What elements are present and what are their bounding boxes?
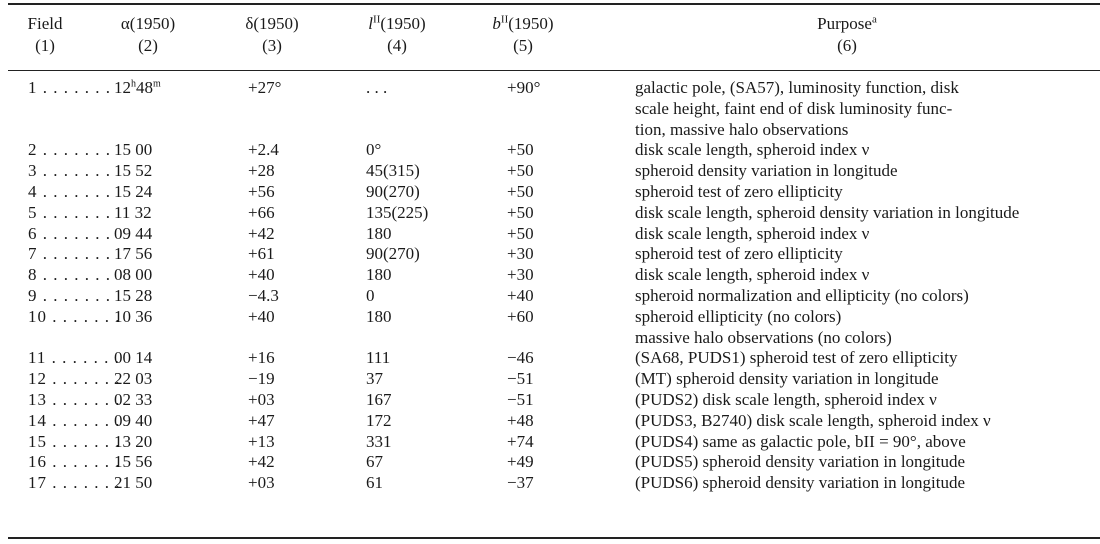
field-cell: 16 . . . . . . . — [28, 452, 121, 472]
header-l-num: (4) — [387, 36, 407, 55]
field-cell: 4 . . . . . . . — [28, 181, 111, 201]
field-cell: 9 . . . . . . . — [28, 285, 111, 305]
ra-cell: 10 36 — [114, 306, 153, 326]
galactic-longitude-cell: 90(270) — [366, 244, 420, 264]
ra-cell: 15 24 — [114, 181, 153, 201]
ra-cell: 13 20 — [114, 431, 153, 451]
header-b-base: b — [492, 14, 501, 33]
galactic-latitude-cell: −37 — [507, 473, 534, 493]
table-row — [0, 432, 1100, 453]
ra-cell: 09 44 — [114, 223, 153, 243]
field-cell: 12 . . . . . . . — [28, 369, 121, 389]
galactic-longitude-cell: 167 — [366, 389, 392, 409]
galactic-longitude-cell: . . . — [366, 78, 388, 97]
field-cell: 15 . . . . . . . — [28, 431, 121, 451]
purpose-cell — [635, 432, 1100, 453]
table-row — [0, 224, 1100, 245]
dec-cell: +40 — [248, 306, 275, 326]
dec-cell: +28 — [248, 161, 275, 181]
galactic-latitude-cell: +49 — [507, 452, 534, 472]
table-row — [0, 411, 1100, 432]
dec-cell: +27° — [248, 78, 282, 97]
purpose-cell — [635, 265, 1100, 286]
field-cell: 10 . . . . . . . — [28, 306, 121, 326]
header-l — [352, 13, 442, 57]
header-purpose-text: Purpose — [817, 14, 872, 33]
galactic-longitude-cell: 180 — [366, 306, 392, 326]
purpose-line: (MT) spheroid density variation in longitude — [635, 369, 939, 389]
galactic-longitude-cell: 180 — [366, 223, 392, 243]
header-l-label — [368, 14, 425, 33]
purpose-line: (PUDS3, B2740) disk scale length, spheroid index ν — [635, 410, 991, 430]
field-cell: 7 . . . . . . . — [28, 244, 111, 264]
ra-cell: 15 56 — [114, 452, 153, 472]
purpose-cell — [635, 473, 1100, 494]
galactic-longitude-cell: 67 — [366, 452, 383, 472]
galactic-longitude-cell: 331 — [366, 431, 392, 451]
purpose-line: disk scale length, spheroid density variation in longitude — [635, 202, 1020, 222]
galactic-latitude-cell: +30 — [507, 244, 534, 264]
dec-cell: +03 — [248, 389, 275, 409]
header-b-num: (5) — [513, 36, 533, 55]
table-row — [0, 140, 1100, 161]
header-b-label — [492, 14, 553, 33]
galactic-longitude-cell: 0° — [366, 140, 382, 160]
header-field-num: (1) — [35, 36, 55, 55]
galactic-longitude-cell: 111 — [366, 348, 391, 368]
purpose-cell — [635, 161, 1100, 182]
header-purpose-label — [817, 14, 877, 33]
header-l-sup: II — [373, 13, 381, 26]
galactic-latitude-cell: −51 — [507, 389, 534, 409]
header-field-label: Field — [27, 14, 63, 33]
purpose-cell — [635, 369, 1100, 390]
galactic-latitude-cell: +40 — [507, 285, 534, 305]
ra-hours: 12 — [114, 78, 131, 97]
galactic-latitude-cell: +30 — [507, 265, 534, 285]
header-b — [468, 13, 578, 57]
dec-cell: +40 — [248, 265, 275, 285]
table-row — [0, 286, 1100, 307]
ra-cell: 09 40 — [114, 410, 153, 430]
field-cell: 1 . . . . . . . — [28, 78, 111, 97]
table-row — [0, 369, 1100, 390]
field-cell: 6 . . . . . . . — [28, 223, 111, 243]
purpose-line: (PUDS5) spheroid density variation in longitude — [635, 452, 966, 472]
purpose-cell — [635, 182, 1100, 203]
galactic-latitude-cell: −46 — [507, 348, 534, 368]
purpose-line: spheroid test of zero ellipticity — [635, 244, 843, 264]
header-purpose — [762, 13, 932, 57]
dec-cell: −4.3 — [248, 285, 279, 305]
table-row — [0, 348, 1100, 369]
galactic-latitude-cell: +50 — [507, 223, 534, 243]
field-cell: 11 . . . . . . . — [28, 348, 120, 368]
purpose-line: massive halo observations (no colors) — [635, 327, 892, 347]
purpose-line: spheroid ellipticity (no colors) — [635, 306, 842, 326]
purpose-line: disk scale length, spheroid index ν — [635, 140, 870, 160]
header-b-tail: (1950) — [508, 14, 554, 33]
header-purpose-num: (6) — [837, 36, 857, 55]
purpose-line: galactic pole, (SA57), luminosity function, disk — [635, 78, 959, 97]
field-cell: 3 . . . . . . . — [28, 161, 111, 181]
purpose-cell — [635, 390, 1100, 411]
purpose-line: spheroid normalization and ellipticity (no colors) — [635, 285, 969, 305]
dec-cell: +03 — [248, 473, 275, 493]
table-row — [0, 203, 1100, 224]
ra-hours-unit: h — [131, 78, 136, 90]
ra-cell: 08 00 — [114, 265, 153, 285]
purpose-line: (SA68, PUDS1) spheroid test of zero ellipticity — [635, 348, 958, 368]
galactic-latitude-cell: +50 — [507, 181, 534, 201]
table-row — [0, 452, 1100, 473]
table-row — [0, 307, 1100, 349]
galactic-latitude-cell: +90° — [507, 78, 541, 97]
field-cell: 8 . . . . . . . — [28, 265, 111, 285]
purpose-cell — [635, 286, 1100, 307]
purpose-cell — [635, 307, 1100, 349]
purpose-cell — [635, 452, 1100, 473]
ra-cell: 21 50 — [114, 473, 153, 493]
purpose-cell — [635, 78, 1100, 140]
field-cell: 2 . . . . . . . — [28, 140, 111, 160]
dec-cell: +61 — [248, 244, 275, 264]
purpose-line: disk scale length, spheroid index ν — [635, 223, 870, 243]
table-row — [0, 161, 1100, 182]
galactic-longitude-cell: 61 — [366, 473, 383, 493]
ra-cell: 11 32 — [114, 202, 152, 222]
header-delta-num: (3) — [262, 36, 282, 55]
header-rule — [8, 70, 1100, 71]
table-row — [0, 265, 1100, 286]
field-cell: 17 . . . . . . . — [28, 473, 121, 493]
galactic-latitude-cell: +74 — [507, 431, 534, 451]
header-alpha-label: α(1950) — [120, 14, 176, 33]
field-cell: 14 . . . . . . . — [28, 410, 121, 430]
table-row — [0, 473, 1100, 494]
header-delta-label: δ(1950) — [245, 14, 299, 33]
dec-cell: +47 — [248, 410, 275, 430]
dec-cell: +13 — [248, 431, 275, 451]
purpose-line: disk scale length, spheroid index ν — [635, 265, 870, 285]
header-l-tail: (1950) — [380, 14, 426, 33]
galactic-longitude-cell: 90(270) — [366, 181, 420, 201]
galactic-longitude-cell: 0 — [366, 285, 375, 305]
galactic-longitude-cell: 135(225) — [366, 202, 429, 222]
table-row — [0, 244, 1100, 265]
galactic-latitude-cell: −51 — [507, 369, 534, 389]
ra-cell: 17 56 — [114, 244, 153, 264]
galactic-longitude-cell: 180 — [366, 265, 392, 285]
galactic-latitude-cell: +48 — [507, 410, 534, 430]
field-cell: 13 . . . . . . . — [28, 389, 121, 409]
header-alpha-num: (2) — [138, 36, 158, 55]
header-l-base: l — [368, 14, 374, 33]
ra-cell: 22 03 — [114, 369, 153, 389]
purpose-cell — [635, 244, 1100, 265]
purpose-cell — [635, 348, 1100, 369]
header-delta — [232, 13, 312, 57]
galactic-latitude-cell: +50 — [507, 202, 534, 222]
purpose-cell — [635, 224, 1100, 245]
purpose-cell — [635, 140, 1100, 161]
header-purpose-footnote: a — [871, 13, 877, 26]
purpose-line: spheroid density variation in longitude — [635, 161, 898, 181]
ra-cell: 00 14 — [114, 348, 153, 368]
table-row — [0, 390, 1100, 411]
dec-cell: +42 — [248, 223, 275, 243]
purpose-line: tion, massive halo observations — [635, 119, 849, 139]
bottom-rule — [8, 537, 1100, 539]
dec-cell: +16 — [248, 348, 275, 368]
galactic-latitude-cell: +50 — [507, 140, 534, 160]
ra-cell: 15 52 — [114, 161, 153, 181]
header-b-sup: II — [500, 13, 509, 26]
galactic-longitude-cell: 45(315) — [366, 161, 420, 181]
ra-cell: 02 33 — [114, 389, 153, 409]
purpose-line: spheroid test of zero ellipticity — [635, 181, 843, 201]
purpose-cell — [635, 203, 1100, 224]
purpose-line: scale height, faint end of disk luminosity func- — [635, 98, 953, 118]
field-cell: 5 . . . . . . . — [28, 202, 111, 222]
ra-minutes-unit: m — [153, 78, 161, 90]
purpose-line: (PUDS6) spheroid density variation in longitude — [635, 473, 966, 493]
purpose-line: (PUDS4) same as galactic pole, bII = 90°, above — [635, 431, 966, 451]
table-row — [0, 182, 1100, 203]
ra-cell: 15 28 — [114, 285, 153, 305]
ra-cell — [114, 78, 161, 99]
ra-cell: 15 00 — [114, 140, 153, 160]
galactic-longitude-cell: 37 — [366, 369, 383, 389]
galactic-longitude-cell: 172 — [366, 410, 392, 430]
header-field — [16, 13, 74, 57]
ra-minutes: 48 — [136, 78, 153, 97]
purpose-cell — [635, 411, 1100, 432]
dec-cell: +66 — [248, 202, 275, 222]
purpose-line: (PUDS2) disk scale length, spheroid index ν — [635, 389, 937, 409]
dec-cell: +42 — [248, 452, 275, 472]
table-row — [0, 78, 1100, 140]
dec-cell: +2.4 — [248, 140, 279, 160]
table-body — [0, 78, 1100, 494]
header-alpha — [108, 13, 188, 57]
galactic-latitude-cell: +50 — [507, 161, 534, 181]
dec-cell: −19 — [248, 369, 275, 389]
galactic-latitude-cell: +60 — [507, 306, 534, 326]
dec-cell: +56 — [248, 181, 275, 201]
top-rule — [8, 3, 1100, 5]
